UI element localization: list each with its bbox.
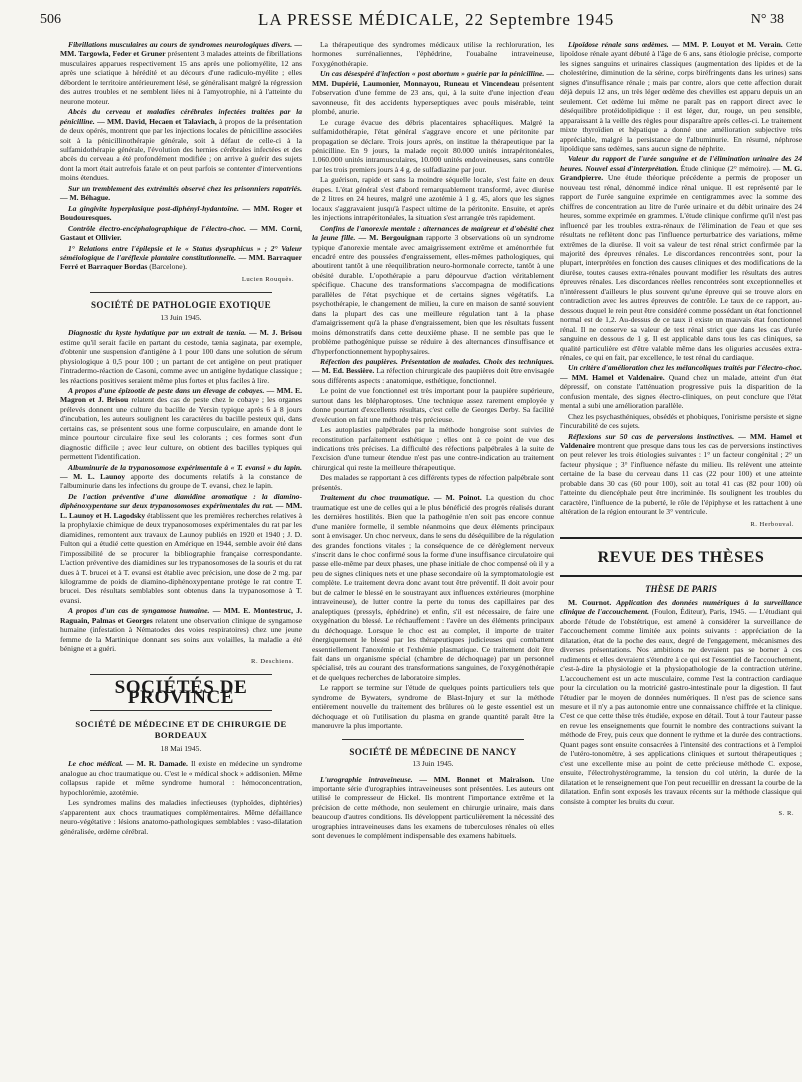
entry: Un cas désespéré d'infection « post abortum » guérie par la pénicilline. — MM. Dupérié, Laumonier, Monnayou, Runeau et Vincendeau présentent l'observation d'une femme de 23 ans, qui, à la suite d'une injection d'eau savonneuse, fit des accidents hyperseptiques avec pouls misérable, teint plombé, anurie.	[312, 69, 555, 117]
journal-title: LA PRESSE MÉDICALE, 22 Septembre 1945	[258, 10, 615, 29]
signature: R. Herbouval.	[750, 520, 794, 528]
divider	[90, 292, 272, 293]
signature: S. R.	[778, 809, 794, 817]
section-date: 18 Mai 1945.	[160, 744, 202, 753]
entry: A propos d'un cas de syngamose humaine. — MM. E. Montestruc, J. Raguain, Palmas et Georges relatent une observation clinique de syngamose humaine (infestation à Nématodes des voies respiratoires) chez une jeune femme de la Martinique donnant ses soins aux volailles, la maladie a été bénigne et a guéri.	[60, 606, 303, 654]
section-date: 13 Juin 1945.	[160, 312, 202, 322]
page-number-left: 506	[40, 12, 61, 27]
entry: A propos d'une épizootie de peste dans un élevage de cobayes. — MM. E. Magron et J. Brisou relatent des cas de peste chez le cobaye ; les organes prélevés donnent une culture du bacille de Yersin typique après 6 à 8 jours d'incubation, les auteurs soulignent les caractères du bacille pesteux qui, dans certains cas, se présentent sous une forme corpusculaire, en amande dont le mince pourtour circulaire fixe seul les colorants ; ces formes sont d'un diagnostic difficile ; avec leur culture, on obtient des bacilles typiques qui permettent l'identification.	[60, 385, 302, 462]
section-heading: SOCIÉTÉ DE PATHOLOGIE EXOTIQUE	[91, 300, 271, 311]
entry: Les autoplasties palpébrales par la méthode hongroise sont suivies de reconstitution parfaitement esthétique ; elles ont à ce point de vue des indications très précises. La difficulté des réfections palpébrales à la suite de l'excision d'une tumeur étendue n'est pas une contre-indication au traitement chirurgical qui reste la meilleure thérapeutique.	[312, 425, 554, 472]
section-heading: THÈSE DE PARIS	[645, 583, 717, 594]
entry: La guérison, rapide et sans la moindre séquelle locale, s'est faite en deux étapes. L'état général s'est d'abord remarquablement transformé, avec diurèse de 2 litres en 24 heures, malgré une azotémie à 1 g. 45, alors que les signes locaux s'aggravaient jusqu'à l'aspect ultime de la péritonite. Ensuite, et après les injections intrapéritonéales, la situation s'est arrangée très rapidement.	[312, 175, 554, 223]
section-heading: SOCIÉTÉ DE MÉDECINE DE NANCY	[349, 746, 517, 757]
section-date: 13 Juin 1945.	[412, 759, 454, 769]
divider	[90, 674, 272, 675]
entry: Chez les psychasthéniques, obsédés et phobiques, l'onirisme persiste et signe l'incurabilité de ces sujets.	[560, 411, 802, 431]
entry: 1° Relations entre l'épilepsie et le « Status dysraphicus » ; 2° Valeur séméiologique de l'aréflexie plantaire constitutionnelle. — MM. Barraquer Ferré et Barraquer Bordas (Barcelone).	[60, 243, 302, 272]
divider	[90, 710, 272, 711]
entry: Un critère d'amélioration chez les mélancoliques traités par l'électro-choc. — MM. Hamel et Valdenaire. Quand chez un malade, atteint d'un état dépressif, on constate l'atténuation progressive puis la disparition de la confusion mentale, des signes électro-cliniques, on peut conclure que l'état mental a subi une amélioration parallèle.	[560, 363, 802, 411]
entry: Le curage évacue des débris placentaires sphacéliques. Malgré la sulfamidothérapie, l'état général s'aggrave encore et une péritonite par propagation se déclare. Trois jours après, on institue la thérapeutique par la pénicilline. En 9 jours, la malade reçoit 80.000 unités intrapéritonéales, 1.060.000 unités intramusculaires, 10.000 unités endoveineuses, sans contrôle par les trois premiers jours à 4 g. de sulfadiazine par jour.	[312, 117, 554, 174]
signature: Lucien Rouquès.	[241, 275, 294, 283]
column-2	[312, 40, 554, 1080]
divider	[342, 739, 524, 740]
entry: La gingivite hyperplasique post-diphényl-hydantoïne. — MM. Roger et Boudouresques.	[60, 203, 303, 223]
entry: Sur un tremblement des extrémités observé chez les prisonniers rapatriés. — M. Béhague.	[60, 183, 302, 203]
entry: Abcès du cerveau et maladies cérébrales infectées traitées par la pénicilline. — MM. David, Hecaen et Talaviach, à propos de la présentation de deux opérés, montrent que par les injections locales de pénicilline associées soit à la pénicillinothérapie générale, soit à défaut de celle-ci à la sulfamidothérapie générale, l'évolution des hernies cérébrales infectées et des abcès du cerveau a été profondément modifiée ; on arrive à guérir des sujets dont la mort était autrefois fatale et on peut parfois se contenter d'interventions moins étendues.	[60, 107, 302, 183]
entry: Les syndromes malins des maladies infectieuses (typhoïdes, diphtéries) s'apparentent aux chocs traumatiques complémentaires. Même défaillance neuro-végétative : lésions anatomo-pathologiques semblables : vaso-dilatation généralisée, œdème cérébral.	[60, 798, 302, 836]
entry: Le rapport se termine sur l'étude de quelques points particuliers tels que syndrome de Bywaters, syndrome de Blast-Injury et sur la méthode entièrement nouvelle du traitement des brûlures où le geste essentiel est un déchoquage et où l'utilisation du plasma en grande quantité paraît être la manœuvre la plus importante.	[312, 683, 554, 731]
column-1	[60, 40, 302, 1080]
entry: Réfection des paupières. Présentation de malades. Choix des techniques. — M. Ed. Bessière. La réfection chirurgicale des paupières doit être envisagée sous différents aspects : anatomique, esthétique, fonctionnel.	[312, 356, 554, 385]
entry: L'urographie intraveineuse. — MM. Bonnet et Mairaison. Une importante série d'urographies intraveineuses sont présentées. Les auteurs ont utilisé le compresseur de Hickel. Ils montrent l'importance extrême et la précision de cette méthode, non seulement en chirurgie urinaire, mais dans beaucoup d'autres conditions. Ils développent particulièrement la nécessité des urographies intraveineuses dans les examens de tuberculoses rénales où elles sont devenues le complément indispensable des examens habituels.	[312, 774, 554, 841]
column-3	[560, 40, 802, 1080]
entry: Contrôle électro-encéphalographique de l'électro-choc. — MM. Corni, Gastaut et Ollivier.	[60, 223, 302, 243]
entry: Fibrillations musculaires au cours de syndromes neurologiques divers. — MM. Targowla, Feder et Gruner présentent 3 malades atteints de fibrillations musculaires apparues respectivement 15 ans après une poliomyélite, 12 ans après une sciatique à hérédité et au décours d'une radiculo-myélite ; elles débordent le territoire antérieurement lésé, se généralisant malgré la régression des autres troubles et ne semblent liées ni à l'amyotrophie, ni à l'atteinte du neurone moteur.	[60, 40, 302, 106]
issue-number: N° 38	[750, 12, 784, 27]
section-banner: SOCIÉTÉS DE PROVINCE	[114, 677, 248, 708]
entry: De l'action préventive d'une diamidine aromatique : la diamino-diphénoxypentane sur deux trypanosomoses expérimentales du rat. — MM. L. Launoy et H. Lagodsky établissent que les premières recherches relatives à la prophylaxie chimique de deux trypanosomoses expérimentales du rat par les diamidines, remontent aux travaux de Launoy publiés en 1920 et 1940 ; J. D. Fulton qui a étudié cette question en Amérique en 1944, semble avoir été dans l'impossibilité de se procurer la bibliographie française correspondante. L'action préventive des diamidines sur les trypanosomoses de la souris et du rat dues à T. brucei et à T. evansi est établie avec précision, une dose de 2 mg. par kilogramme de poids de diamino-diphénoxypentane protège le rat contre T. brucei. Des résultats semblables sont obtenus dans la trypanosomose à T. evansi.	[60, 491, 303, 605]
entry: La thérapeutique des syndromes médicaux utilise la rechloruration, les hormones surrénaliennes, l'éphédrine, l'ouabaïne intraveineuse, l'oxygénothérapie.	[312, 40, 554, 68]
entry: Valeur du rapport de l'urée sanguine et de l'élimination urinaire des 24 heures. Nouvel essai d'interprétation. Étude clinique (2° mémoire). — M. G. Grandpierre. Une étude théorique précédente a permis de proposer un nouveau test rénal, dénommé indice rénal unique. Il est représenté par le rapport de l'urée sanguine exprimée en centigrammes avec la somme des chiffres de concentration au litre de l'urée urinaire et du débit urinaire des 24 heures, somme exprimée en grammes. L'étude clinique confirme qu'il n'est pas influencé par les troubles extra-rénaux de l'élimination de l'eau et que ses résultats ne reflètent donc pas l'influence perturbatrice des variations, même extrêmes de la diurèse. Il voit sa valeur de test rénal strict confirmée par la majorité des épreuves rénales. Le discordances rencontrées sont, pour la plupart, interprétées en fonction des causes cliniques et des modifications de la diurèse, toutes causes extra-rénales pouvant modifier les résultats des autres épreuves rénales. Les discordances réelles rencontrées sont exceptionnelles et n'intéressent d'ailleurs le plus souvent qu'une épreuve qui se trouve alors en contradiction avec les autres épreuves de contrôle. Le taux de ce rapport, au-dessous duquel le rein peut être considéré comme possédant un état fonctionnel normal est de 1,2. Au-dessus de ce taux il existe un mauvais état fonctionnel rénal. Il ne conserve sa valeur de test rénal strict que dans les cas d'urée sanguine en dessous de 1 g. Il est applicable dans tous les cas cliniques, sa qualité particulière est d'être valable même dans les oliguries accusées extra-rénales, ce qui en fait, par excellence, le test rénal du cardiaque.	[560, 154, 802, 362]
entry: Le point de vue fonctionnel est très important pour la paupière supérieure, surtout dans les blépharoptoses. Une technique assez rarement employée y donne pourtant d'excellents résultats, c'est celle de Georges Derby. Sa facilité d'exécution en fait une méthode très précieuse.	[312, 386, 554, 424]
entry: Confins de l'anorexie mentale : alternances de maigreur et d'obésité chez la jeune fille. — M. Bergouignan rapporte 3 observations où un syndrome typique d'anorexie mentale avec amaigrissement extrême et aménorrhée fut encadré entre des poussées d'engraissement, elles-mêmes pathologiques, qui aboutirent tantôt à une réequilibration neuro-hormonale correcte, tantôt à une obésité durable. L'opothérapie a paru dépourvue d'action véritablement spécifique. Chacune des transformations s'accompagna de modifications parallèles de l'état psychique et de certains signes végétatifs. La psychothérapie, le changement de milieu, la cure en maison de santé souvient dans la plupart des cas une meilleure régulation tant à la phase d'amaigrissement qu'à la phase d'engraissement, bien que les résultats fussent moins démonstratifs dans cette deuxième phase. Il ne semble pas que le problème pathogénique puisse se réduire à des alternances d'insuffisance et d'hyperfonctionnement hypophysaires.	[312, 223, 554, 356]
entry: Albuminurie de la trypanosomose expérimentale à « T. evansi » du lapin. — M. L. Launoy apporte des documents relatifs à la constance de l'albuminurie dans les infections du groupe de T. evansi, chez le lapin.	[60, 462, 302, 491]
section-heading: SOCIÉTÉ DE MÉDECINE ET DE CHIRURGIE DE BORDEAUX	[75, 719, 287, 740]
entry: Des malades se rapportant à ces différents types de réfection palpébrale sont présentés.	[312, 473, 554, 492]
entry: Traitement du choc traumatique. — M. Poinot. La question du choc traumatique est une de celles qui a le plus bénéficié des progrès réalisés durant les dernières hostilités. Bien que la pathogénie n'en soit pas encore connue d'une manière formelle, il semble néanmoins que deux éléments principaux sont à envisager. Un choc nerveux, dans le sens du déséquilibre de la régulation des grandes fonctions vitales ; la conséquence de ce dérèglement nerveux s'inscrit dans le choc confirmé sous la forme d'une insuffisance circulatoire qui passe elle-même par deux phases, une phase initiale de choc compensé où il y a peu de signes cliniques nets et une phase secondaire où la symptomatologie est complète. Le traitement devra donc avant tout être préventif. Il doit avoir pour but de calmer le blessé en le soustrayant aux influences extérieures (morphine intraveineuse), de lutter contre la perte du tonus des capillaires par des analeptiques (pressyls, éphédrine) et enfin, s'il est nécessaire, de faire une oxygénation du blessé. Le réchauffement : l'avère un des éléments principaux du déchoquage. Lorsque le choc est au complet, il importe de traiter énergiquement le blessé par les thérapeutiques judicieuses qui combattent essentiellement l'anoxémie et l'exhémie plasmatique. Ce traitement doit être fait dans un organisme spécial (chambre de déchoquage) par un personnel spécialisé, très au courant des transformations sanguines, de l'oxygénothérapie et de quelques recherches de laboratoire simples.	[312, 493, 554, 682]
theses-title: REVUE DES THÈSES	[597, 549, 765, 567]
entry: Le choc médical. — M. R. Damade. Il existe en médecine un syndrome analogue au choc traumatique ou. C'est le « médical shock » addisonien. Même collapsus rapide et même syndrome humoral : hémoconcentration, hypochlorémie, azotémie.	[60, 759, 302, 797]
entry: M. Cournot. Application des données numériques à la surveillance clinique de l'accouchement. (Foulon, Éditeur), Paris, 1945. — L'étudiant qui aborde l'étude de l'obstétrique, est amené à considérer la surveillance de l'accouchement comme limitée aux points suivants : appréciation de la dilatation, état de la poche des eaux, degré de l'engagement, mécanismes des diverses présentations. Nos ambitions ne devraient pas se borner à ces rudiments et elles devraient s'étendre à ce qui est l'essentiel de l'accouchement, c'est-à-dire la physiologie et la physiopathologie de la contraction utérine. L'accouchement est un acte musculaire, comme l'est la contraction cardiaque pour la circulation ou la motricité gastro-intestinale pour la digestion. Il faut l'étudier par le moyen de données numériques. Il n'est pas de science sans mesure et il n'y a pas autonomie entre une connaissance chiffrée et la clinique. C'est ce que cette thèse très étudiée, expose en détail. Tout à tour l'auteur passe en revue les enseignements que fournit le nombre des contractions suivant la méthode de Frey, puis ceux que donnent le rythme et la durée des contractions. Quant pages sont ensuite consacrées à l'intensité des contractions et à l'emploi de l'utéro-tonomètre, à ses applications cliniques et surtout thérapeutiques ; c'est une excellente mise au point de cette précieuse méthode C. expose, ensuite, l'électrohystérogramme, la tension du col utérin, la durée de la dilatation et le renseignement que l'on peut recueillir en dressant la courbe de la dilatation. Enfin sont exposés les travaux récents sur la méthode classique qui consiste à compter les bruits du cœur.	[560, 598, 802, 806]
signature: R. Deschiens.	[251, 657, 294, 665]
entry: Diagnostic du kyste hydatique par un extrait de tænia. — M. J. Brisou estime qu'il serait facile en partant du cestode, tænia saginata, par exemple, d'obtenir une suspension d'antigène à 1 pour 100 dans une solution de sérum physiologique à 0,5 pour 100 ; un partant de cet antigène on peut pratiquer l'intradermo-réaction de Casoni, comme avec un antigène hydatique classique ; les réactions positives seraient même plus fortes et plus faciles à lire.	[60, 328, 302, 385]
entry: Réflexions sur 50 cas de perversions instinctives. — MM. Hamel et Valdenaire montrent que presque dans tous les cas de perversions instinctives on peut relever les trois étiologies suivantes : 1° un facteur congénital ; 2° un facteur physique ; 3° l'influence néfaste du milieu. Ils relèvent une atteinte certaine de la base du cerveau dans 11 cas (22 pour 100) et une atteinte probable dans 30 cas (60 pour 100), soit au total 41 cas (82 pour 100) où l'atteinte du diencéphale peut être incriminée. Ils soulignent les troubles du caractère, l'influence de la puberté, le rôle de l'épiphyse et les rattachent à une altération de la région entourant le 3° ventricule.	[560, 431, 802, 517]
theses-banner	[560, 537, 802, 576]
page-header	[0, 0, 800, 30]
entry: Lipoïdose rénale sans œdèmes. — MM. P. Louyot et M. Verain. Cette lipoïdose rénale ayant débuté à l'âge de 6 ans, sans étiologie précise, comporte les signes sanguins et urinaires classiques (augmentation des lipides et de la cholestérine, diminution de la sérine, corps biréfringents dans les urines) sans signes d'insuffisance rénale ; mais par contre, alors que cette affection durait déjà depuis 12 ans, un très léger œdème des chevilles est apparu depuis un an seulement. Cet œdème lui même ne paraît pas en rapport direct avec le déséquilibre protéidolipidique : il est léger, dur, rouge, un peu sensible, apparaissant à la veille des règles pour disparaître après celles-ci. Le traitement mixte thyroïdien et hépatique a donné une amélioration subjective très appréciable, malgré la persistance de l'albuminurie. En résumé, néphrose lipoïdique sans œdèmes, sans aucun signe de néphrite.	[560, 40, 802, 153]
